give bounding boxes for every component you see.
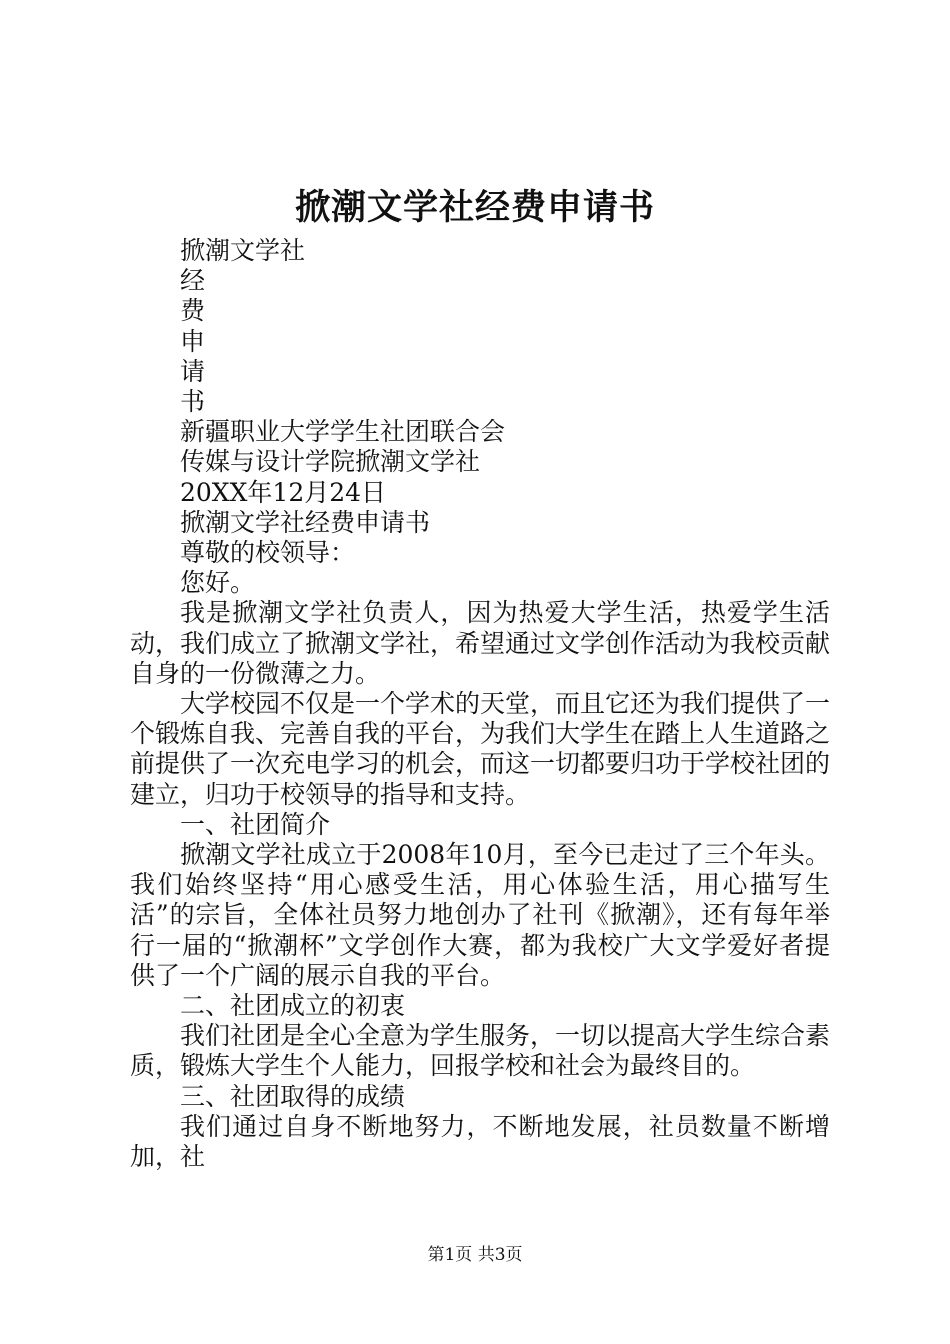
section-text-1: 掀潮文学社成立于2008年10月，至今已走过了三个年头。我们始终坚持“用心感受生活，用心体验生活，用心描写生活”的宗旨，全体社员努力地创办了社刊《掀潮》，还有每年举行一届的“掀潮杯”文学创作大赛，都为我校广大文学爱好者提供了一个广阔的展示自我的平台。 <box>130 840 830 990</box>
section-heading-1: 一、社团简介 <box>180 809 331 839</box>
page-footer: 第1页 共3页 <box>427 1245 523 1265</box>
section-text-2: 我们社团是全心全意为学生服务，一切以提高大学生综合素质，锻炼大学生个人能力，回报学校和社会为最终目的。 <box>130 1021 831 1081</box>
cover-line-date: 20XX年12月24日 <box>180 477 387 507</box>
cover-line-doc-title: 掀潮文学社经费申请书 <box>180 507 431 537</box>
cover-line-char: 费 <box>180 296 206 326</box>
cover-line-char: 请 <box>180 356 206 386</box>
cover-line-organization: 新疆职业大学学生社团联合会 <box>180 417 506 447</box>
cover-line-club-name: 掀潮文学社 <box>180 236 306 265</box>
paragraph-campus: 大学校园不仅是一个学术的天堂，而且它还为我们提供了一个锻炼自我、完善自我的平台，为我们大学生在踏上人生道路之前提供了一次充电学习的机会，而这一切都要归功于学校社团的建立，归功于校领导的指导和支持。 <box>130 689 831 809</box>
cover-line-char: 书 <box>180 387 206 417</box>
section-heading-3: 三、社团取得的成绩 <box>180 1081 406 1111</box>
cover-line-char: 申 <box>180 326 206 356</box>
cover-line-char: 经 <box>180 266 206 296</box>
paragraph-intro: 我是掀潮文学社负责人，因为热爱大学生活，热爱学生活动，我们成立了掀潮文学社，希望通过文学创作活动为我校贡献自身的一份微薄之力。 <box>130 598 831 688</box>
greeting: 您好。 <box>180 568 256 598</box>
salutation: 尊敬的校领导： <box>180 538 356 568</box>
document-title: 掀潮文学社经费申请书 <box>294 187 655 228</box>
document-body <box>130 236 830 1172</box>
section-text-3: 我们通过自身不断地努力，不断地发展，社员数量不断增加，社 <box>130 1111 830 1172</box>
cover-line-college: 传媒与设计学院掀潮文学社 <box>180 447 481 477</box>
section-heading-2: 二、社团成立的初衷 <box>180 991 406 1021</box>
